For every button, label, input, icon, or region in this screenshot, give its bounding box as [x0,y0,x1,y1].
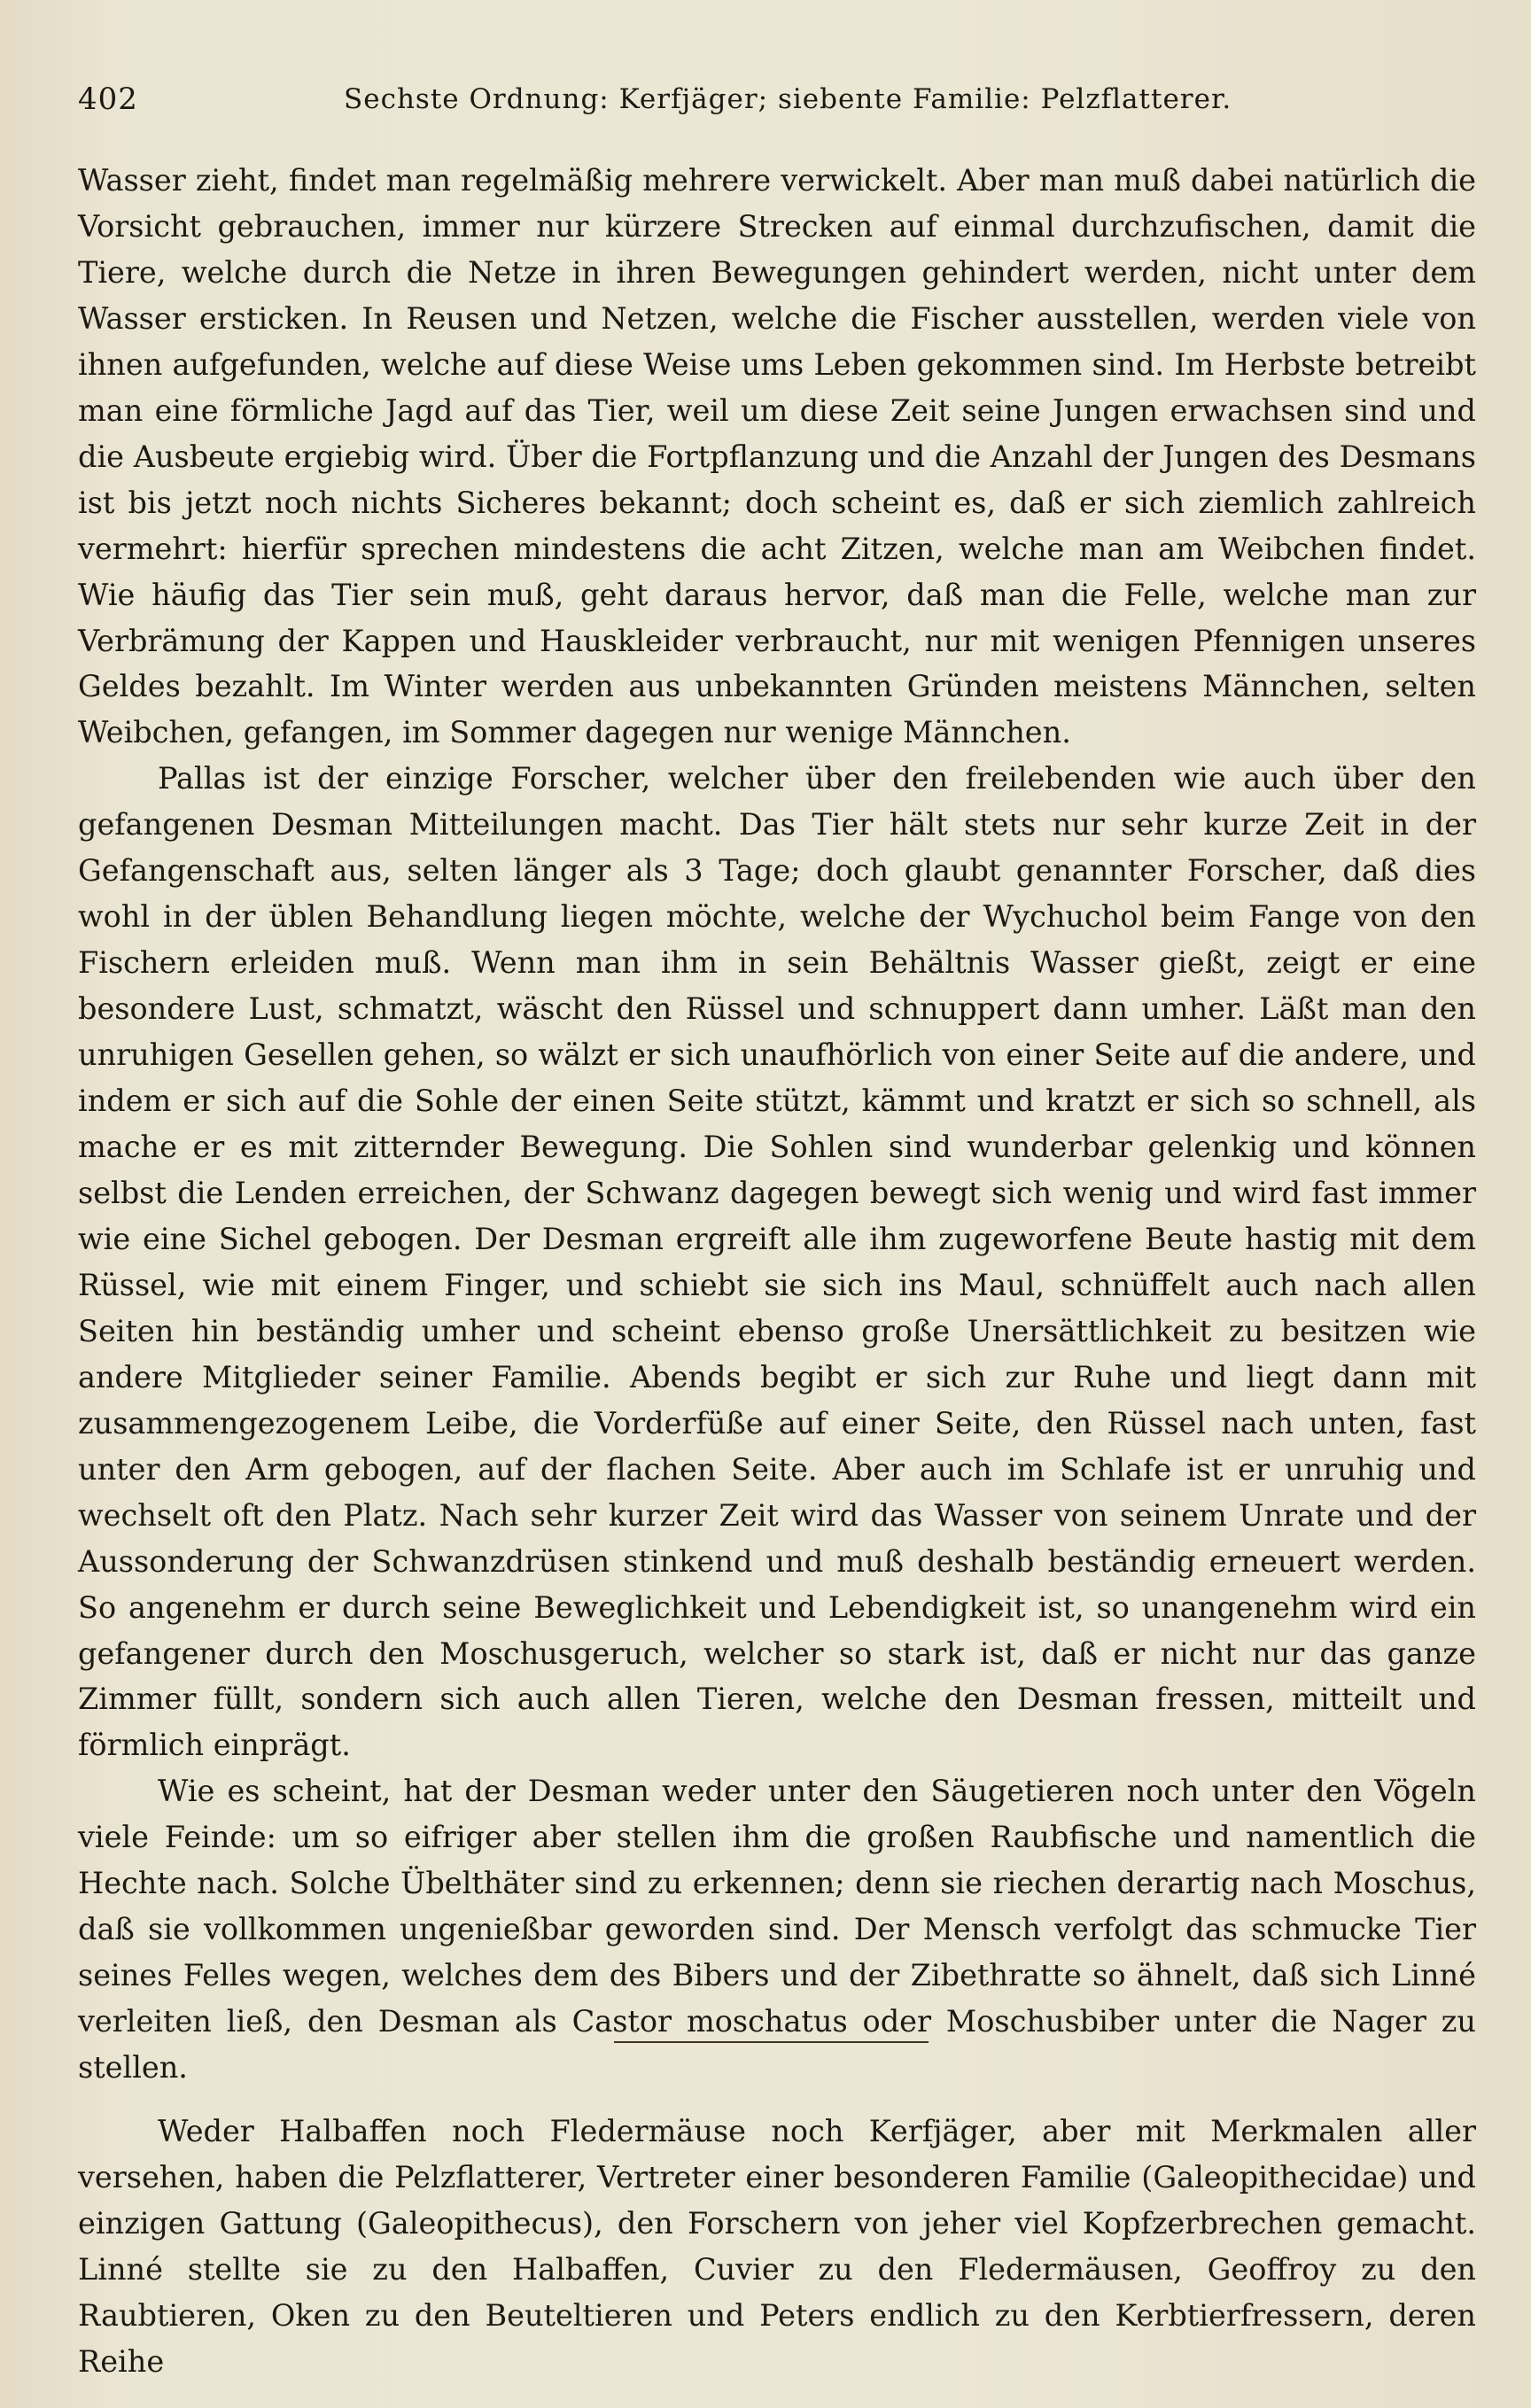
main-text-block [78,158,1476,2091]
section-divider [614,2041,929,2043]
paragraph-desman-enemies: Wie es scheint, hat der Desman weder unter den Säugetieren noch unter den Vögeln viele Feinde: um so eifriger aber stellen ihm die großen Raubfische und namentlich die Hechte nach. Solche Übelthäter sind zu erkennen; denn sie riechen derartig nach Moschus, daß sie vollkommen ungenießbar geworden sind. Der Mensch verfolgt das schmucke Tier seines Felles wegen, welches dem des Bibers und der Zibethratte so ähnelt, daß sich Linné verleiten ließ, den Desman als Castor moschatus oder Moschusbiber unter die Nager zu stellen. [78,1774,1476,2086]
paragraph-pelzflatterer-intro: Weder Halbaffen noch Fledermäuse noch Kerfjäger, aber mit Merkmalen aller versehen, haben die Pelzflatterer, Vertreter einer besonderen Familie (Galeopithecidae) und einzigen Gattung (Galeopithecus), den Forschern von jeher viel Kopfzerbrechen gemacht. Linné stellte sie zu den Halbaffen, Cuvier zu den Fledermäusen, Geoffroy zu den Raubtieren, Oken zu den Beuteltieren und Peters endlich zu den Kerbtierfressern, deren Reihe [78,2114,1476,2379]
paragraph-pallas-observations: Pallas ist der einzige Forscher, welcher über den freilebenden wie auch über den gefangenen Desman Mitteilungen macht. Das Tier hält stets nur sehr kurze Zeit in der Gefangenschaft aus, selten länger als 3 Tage; doch glaubt genannter Forscher, daß dies wohl in der üblen Behandlung liegen möchte, welche der Wychuchol beim Fange von den Fischern erleiden muß. Wenn man ihm in sein Behältnis Wasser gießt, zeigt er eine besondere Lust, schmatzt, wäscht den Rüssel und schnuppert dann umher. Läßt man den unruhigen Gesellen gehen, so wälzt er sich unaufhörlich von einer Seite auf die andere, und indem er sich auf die Sohle der einen Seite stützt, kämmt und kratzt er sich so schnell, als mache er es mit zitternder Bewegung. Die Sohlen sind wunderbar gelenkig und können selbst die Lenden erreichen, der Schwanz dagegen bewegt sich wenig und wird fast immer wie eine Sichel gebogen. Der Desman ergreift alle ihm zugeworfene Beute hastig mit dem Rüssel, wie mit einem Finger, und schiebt sie sich ins Maul, schnüffelt auch nach allen Seiten hin beständig umher und scheint ebenso große Unersättlichkeit zu besitzen wie andere Mitglieder seiner Familie. Abends begibt er sich zur Ruhe und liegt dann mit zusammengezogenem Leibe, die Vorderfüße auf einer Seite, den Rüssel nach unten, fast unter den Arm gebogen, auf der flachen Seite. Aber auch im Schlafe ist er unruhig und wechselt oft den Platz. Nach sehr kurzer Zeit wird das Wasser von seinem Unrate und der Aussonderung der Schwanzdrüsen stinkend und muß deshalb beständig erneuert werden. So angenehm er durch seine Beweglichkeit und Lebendigkeit ist, so unangenehm wird ein gefangener durch den Moschusgeruch, welcher so stark ist, daß er nicht nur das ganze Zimmer füllt, sondern sich auch allen Tieren, welche den Desman fressen, mitteilt und förmlich einprägt. [78,761,1476,1763]
pelzflatterer-intro-block [78,2109,1476,2385]
page-number: 402 [78,82,138,117]
paragraph-desman-hunting: Wasser zieht, findet man regelmäßig mehrere verwickelt. Aber man muß dabei natürlich die Vorsicht gebrauchen, immer nur kürzere Strecken auf einmal durchzufischen, damit die Tiere, welche durch die Netze in ihren Bewegungen gehindert werden, nicht unter dem Wasser ersticken. In Reusen und Netzen, welche die Fischer ausstellen, werden viele von ihnen aufgefunden, welche auf diese Weise ums Leben gekommen sind. Im Herbste betreibt man eine förmliche Jagd auf das Tier, weil um diese Zeit seine Jungen erwachsen sind und die Ausbeute ergiebig wird. Über die Fortpflanzung und die Anzahl der Jungen des Desmans ist bis jetzt noch nichts Sicheres bekannt; doch scheint es, daß er sich ziemlich zahlreich vermehrt: hierfür sprechen mindestens die acht Zitzen, welche man am Weibchen findet. Wie häufig das Tier sein muß, geht daraus hervor, daß man die Felle, welche man zur Verbrämung der Kappen und Hauskleider verbraucht, nur mit wenigen Pfennigen unseres Geldes bezahlt. Im Winter werden aus unbekannten Gründen meistens Männchen, selten Weibchen, gefangen, im Sommer dagegen nur wenige Männchen. [78,163,1476,750]
running-head: Sechste Ordnung: Kerfjäger; siebente Familie: Pelzflatterer. [344,83,1232,115]
page-header [78,82,1478,135]
